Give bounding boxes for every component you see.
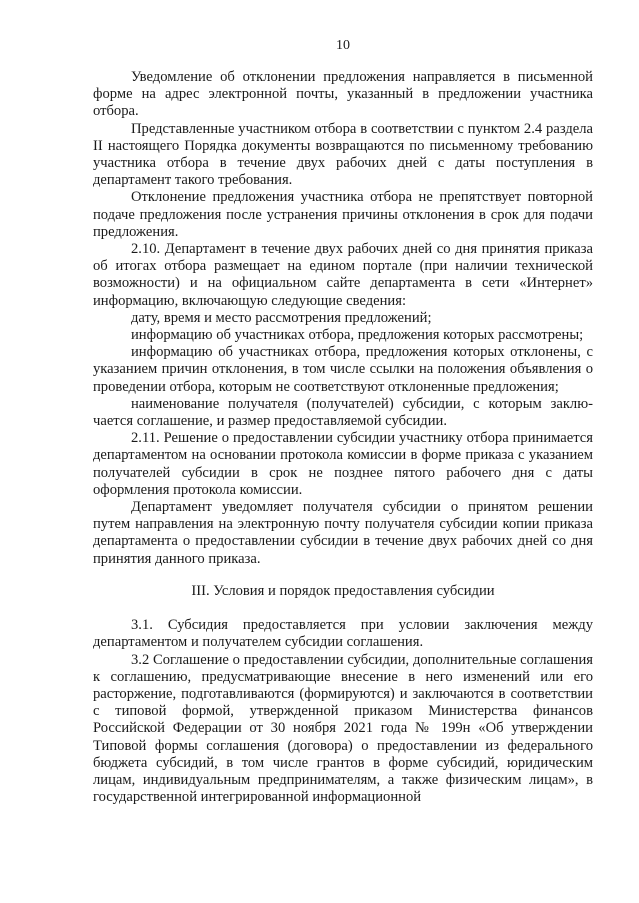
paragraph-recipient-notification: Департамент уведомляет получателя субсидии о принятом решении путем направления на электронную почту получателя субсидии копии приказа департамента о предоставлении субсидии в течение двух рабочих дней со дня принятия данного приказа. xyxy=(93,499,593,567)
section-heading: III. Условия и порядок предоставления субсидии xyxy=(191,582,495,599)
list-item-date-time-place: дату, время и место рассмотрения предложений; xyxy=(131,309,432,326)
paragraph-3-1: 3.1. Субсидия предоставляется при условии заключения между департаментом и получателем субсидии соглашения. xyxy=(93,617,593,651)
paragraph-3-2: 3.2 Соглашение о предоставлении субсидии, дополнительные соглашения к соглашению, предусматривающие внесение в него изменений или его расторжение, подготавливаются (формируются) и заключаются в соответствии с типовой формой, утвержденной приказом Министерства финансов Российской Федерации от 30 ноября 2021 года № 199н «Об утверждении Типовой формы соглашения (договора) о предоставлении из федерального бюджета субсидий, в том числе грантов в форме субсидий, юридическим лицам, индивидуальным предпринимателям, а также физическим лицам», в государственной интегрированной информационной xyxy=(93,651,593,806)
list-item-recipient-name: наименование получателя (получателей) субсидии, с которым заключается соглашение, и размер предоставляемой субсидии. xyxy=(93,395,593,430)
paragraph-documents-return: Представленные участником отбора в соответствии с пунктом 2.4 раздела II настоящего Порядка документы возвращаются по письменному требованию участника отбора в течение двух рабочих дней с даты поступления в департамент такого требования. xyxy=(93,120,593,189)
paragraph-2-11: 2.11. Решение о предоставлении субсидии участнику отбора принимается департаментом на основании протокола комиссии в форме приказа с указанием получателей субсидии в срок не позднее пятого рабочего дня с даты оформления протокола комиссии. xyxy=(93,430,593,498)
list-item-rejected-participants: информацию об участниках отбора, предложения которых отклонены, с указанием причин отклонения, в том числе ссылки на положения объявления о проведении отбора, которым не соответствуют отклоненные предложения; xyxy=(93,344,593,395)
document-body xyxy=(93,69,593,806)
paragraph-resubmission: Отклонение предложения участника отбора не препятствует повторной подаче предложения после устранения причины отклонения в срок для подачи предложения. xyxy=(93,189,593,240)
paragraph-2-10: 2.10. Департамент в течение двух рабочих дней со дня принятия приказа об итогах отбора размещает на едином портале (при наличии технической возможности) и на официальном сайте департамента в сети «Интернет» информацию, включающую следующие сведения: xyxy=(93,241,593,309)
list-item-reviewed-participants: информацию об участниках отбора, предложения которых рассмотрены; xyxy=(131,327,584,344)
page-number: 10 xyxy=(336,38,350,53)
paragraph-rejection-notice: Уведомление об отклонении предложения направляется в письменной форме на адрес электронной почты, указанный в предложении участника отбора. xyxy=(93,69,593,120)
